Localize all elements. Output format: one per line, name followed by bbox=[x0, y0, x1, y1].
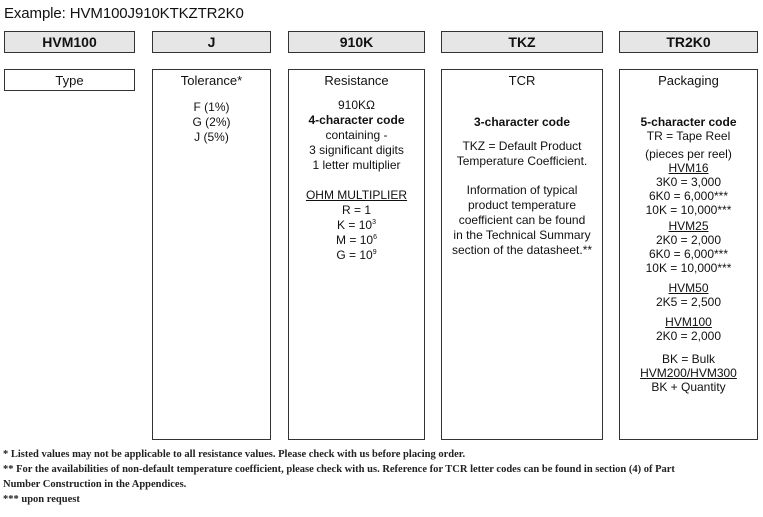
packaging-item: 2K5 = 2,500 bbox=[655, 295, 722, 309]
resistance-line: 3 significant digits bbox=[309, 143, 404, 157]
tcr-info-line: Information of typical bbox=[466, 183, 578, 197]
packaging-hvm25-heading: HVM25 bbox=[668, 219, 709, 233]
ohm-multiplier-heading: OHM MULTIPLIER bbox=[305, 188, 408, 202]
resistance-title: 4-character code bbox=[308, 113, 405, 127]
multiplier-r: R = 1 bbox=[341, 203, 371, 217]
header-tolerance: Tolerance* bbox=[152, 69, 271, 91]
multiplier-k: $K = 10^3$ bbox=[337, 218, 376, 232]
packaging-tape-reel: TR = Tape Reel bbox=[646, 129, 731, 143]
packaging-item: 6K0 = 6,000*** bbox=[648, 247, 729, 261]
example-part-number: Example: HVM100J910KTKZTR2K0 bbox=[4, 5, 244, 22]
packaging-bulk: BK = Bulk bbox=[661, 352, 716, 366]
packaging-item: 10K = 10,000*** bbox=[645, 261, 732, 275]
footnote-1: * Listed values may not be applicable to all resistance values. Please check with us before placing order. bbox=[3, 449, 466, 460]
tolerance-body bbox=[152, 90, 271, 440]
code-packaging: TR2K0 bbox=[619, 31, 758, 53]
packaging-item: 10K = 10,000*** bbox=[645, 203, 732, 217]
tcr-default-line: Temperature Coefficient. bbox=[456, 154, 588, 168]
footnote-2: ** For the availabilities of non-default temperature coefficient, please check with us. Reference for TCR letter codes can be found in section (4) of Part bbox=[3, 464, 675, 475]
header-packaging: Packaging bbox=[619, 69, 758, 91]
tolerance-item: F (1%) bbox=[193, 100, 230, 114]
resistance-line: 1 letter multiplier bbox=[312, 158, 401, 172]
code-type: HVM100 bbox=[4, 31, 135, 53]
packaging-bulk-qty: BK + Quantity bbox=[651, 380, 726, 394]
packaging-item: 2K0 = 2,000 bbox=[655, 233, 722, 247]
tolerance-item: G (2%) bbox=[192, 115, 231, 129]
header-resistance: Resistance bbox=[288, 69, 425, 91]
packaging-item: 6K0 = 6,000*** bbox=[648, 189, 729, 203]
tcr-body bbox=[441, 90, 603, 440]
packaging-hvm16-heading: HVM16 bbox=[668, 161, 709, 175]
footnote-3: *** upon request bbox=[3, 494, 80, 505]
resistance-body bbox=[288, 90, 425, 440]
tcr-info-line: product temperature bbox=[467, 198, 577, 212]
tcr-info-line: in the Technical Summary bbox=[453, 228, 591, 242]
packaging-item: 2K0 = 2,000 bbox=[655, 329, 722, 343]
resistance-example: 910KΩ bbox=[338, 98, 375, 112]
multiplier-m: $M = 10^6$ bbox=[336, 233, 377, 247]
packaging-hvm100-heading: HVM100 bbox=[665, 315, 712, 329]
packaging-title: 5-character code bbox=[640, 115, 737, 129]
header-tcr: TCR bbox=[441, 69, 603, 91]
packaging-pieces-note: (pieces per reel) bbox=[645, 147, 732, 161]
tcr-info-line: coefficient can be found bbox=[458, 213, 586, 227]
footnote-2-cont: Number Construction in the Appendices. bbox=[3, 479, 187, 490]
tcr-title: 3-character code bbox=[473, 115, 571, 129]
packaging-item: 3K0 = 3,000 bbox=[655, 175, 722, 189]
packaging-body bbox=[619, 90, 758, 440]
tolerance-item: J (5%) bbox=[194, 130, 229, 144]
code-resistance: 910K bbox=[288, 31, 425, 53]
packaging-hvm200-heading: HVM200/HVM300 bbox=[640, 366, 737, 380]
multiplier-g: $G = 10^9$ bbox=[336, 248, 377, 262]
tcr-default-line: TKZ = Default Product bbox=[462, 139, 582, 153]
tcr-info-line: section of the datasheet.** bbox=[451, 243, 593, 257]
code-tolerance: J bbox=[152, 31, 271, 53]
header-type: Type bbox=[4, 69, 135, 91]
packaging-hvm50-heading: HVM50 bbox=[668, 281, 709, 295]
code-tcr: TKZ bbox=[441, 31, 603, 53]
resistance-line: containing - bbox=[325, 128, 388, 142]
